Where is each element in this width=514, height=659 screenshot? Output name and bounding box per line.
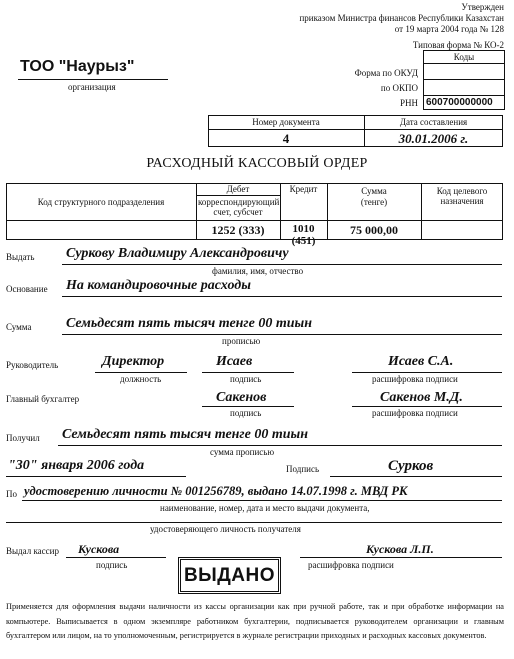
basis-label: Основание [6,284,48,294]
head-position-caption: должность [120,374,162,384]
sum-label: Сумма [6,322,32,332]
col-debit: Дебет [226,184,250,194]
signature-label: Подпись [286,464,320,474]
received-date: "30" января 2006 года [8,458,145,473]
head-signature: Исаев [216,354,253,369]
col-sum-sub: (тенге) [360,197,388,207]
usage-note: Применяется для оформления выдачи наличности из кассы организации как при ручной работе, так и при обработке информации на компьютере. Выписывается в одном экземпляре работником бухгалтерии, подписывается руководителем организации и главным бухгалтером или лицом, на то уполномоченным, регистрируется в журнале регистрации приходных и расходных кассовых документов. [6,602,504,640]
head-name-caption: расшифровка подписи [372,374,458,384]
accountant-label: Главный бухгалтер [6,394,80,404]
head-name: Исаев С.А. [388,354,454,369]
col-credit: Кредит [289,184,318,194]
accountant-name-caption: расшифровка подписи [372,408,458,418]
issue-caption: фамилия, имя, отчество [212,266,304,276]
head-signature-caption: подпись [230,374,262,384]
credit-value: 1010 (451) [291,223,316,247]
head-position: Директор [102,354,165,369]
cashier-name-caption: расшифровка подписи [308,560,394,570]
approval-header [204,2,504,35]
cashier-signature: Кускова [78,542,120,556]
order-date: от 19 марта 2004 года № 128 [394,24,504,34]
col-sum: Сумма [361,186,387,196]
cashier-signature-caption: подпись [96,560,128,570]
doc-date-value: 30.01.2006 г. [398,131,469,146]
issue-value: Суркову Владимиру Александровичу [66,246,289,261]
id-caption-1: наименование, номер, дата и место выдачи документа, [160,503,370,513]
rnn-value: 600700000000 [426,97,493,108]
col-dept: Код структурного подразделения [37,197,165,207]
order-text: приказом Министра финансов Республики Казахстан [299,13,504,23]
doc-number-label: Номер документа [252,117,320,127]
received-label: Получил [6,433,40,443]
received-value: Семьдесят пять тысяч тенге 00 тиын [62,427,308,442]
okpo-label: по ОКПО [380,83,418,93]
cashier-name: Кускова Л.П. [366,542,434,556]
accountant-signature-caption: подпись [230,408,262,418]
doc-date-label: Дата составления [399,117,468,127]
org-caption: организация [68,82,116,92]
org-name: ТОО "Наурыз" [20,58,135,75]
recipient-signature: Сурков [388,458,434,474]
approved-text: Утвержден [461,2,504,12]
accountant-signature: Сакенов [216,390,267,405]
issue-label: Выдать [6,252,35,262]
accountant-name: Сакенов М.Д. [380,390,463,405]
page-title: РАСХОДНЫЙ КАССОВЫЙ ОРДЕР [146,156,368,171]
codes-title: Коды [453,52,475,62]
head-label: Руководитель [6,360,59,370]
sum-caption: прописью [222,336,261,346]
sum-value-cell: 75 000,00 [350,223,398,237]
okud-label: Форма по ОКУД [354,68,418,78]
doc-number-value: 4 [282,131,290,146]
basis-value: На командировочные расходы [66,278,251,293]
rnn-label: РНН [399,98,418,108]
sum-words: Семьдесят пять тысяч тенге 00 тиын [66,316,312,331]
col-purpose: Код целевого назначения [436,186,488,206]
id-value: удостоверению личности № 001256789, выдано 14.07.1998 г. МВД РК [24,484,408,498]
received-caption: сумма прописью [210,447,275,457]
form-type: Типовая форма № КО-2 [412,40,504,50]
debit-value: 1252 (333) [211,223,265,237]
id-caption-2: удостоверяющего личность получателя [150,524,301,534]
col-debit-sub: корреспондирующий счет, субсчет [198,197,280,217]
issued-stamp: ВЫДАНО [178,557,281,594]
id-label: По [6,489,17,499]
cashier-label: Выдал кассир [6,546,59,556]
org-underline [18,79,168,80]
